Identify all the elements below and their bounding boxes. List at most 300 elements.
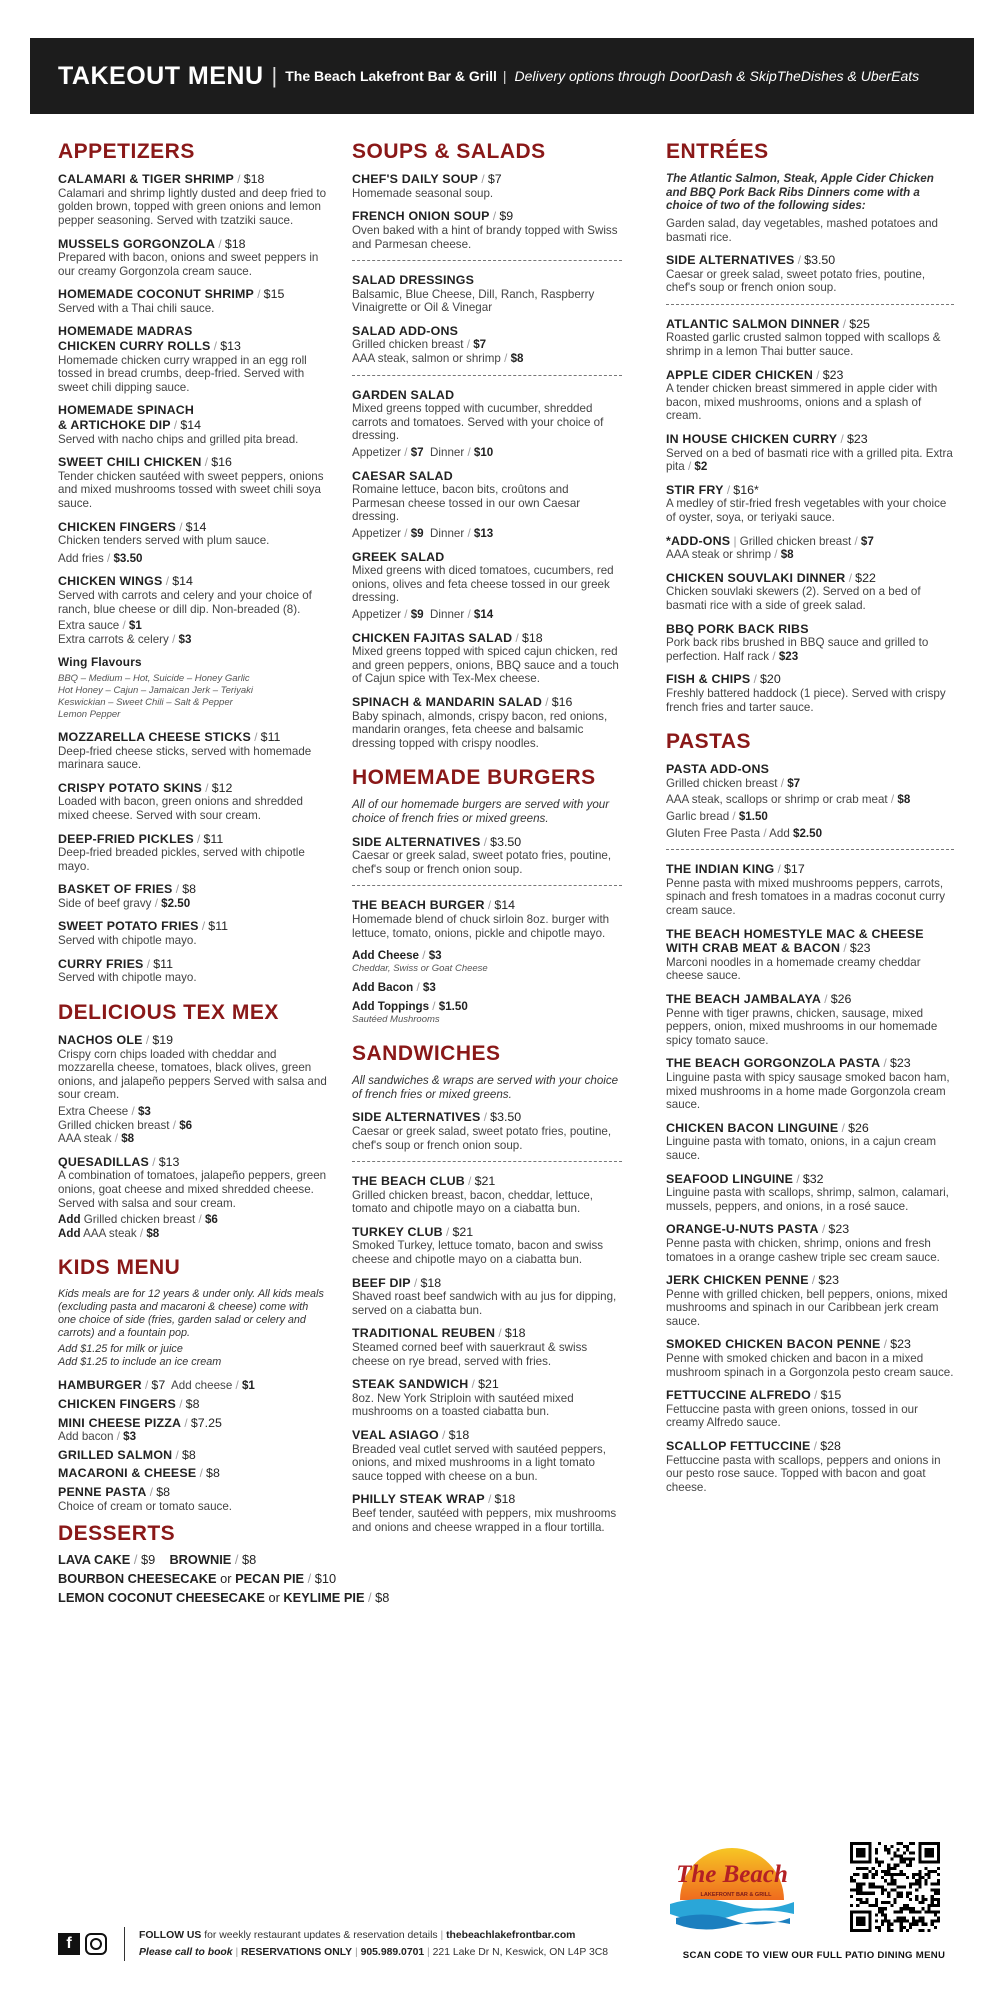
item-desc: Freshly battered haddock (1 piece). Served with crispy french fries and tarter sauce. bbox=[666, 686, 946, 714]
item-extra: Add cheese bbox=[171, 1379, 233, 1393]
item-extra: Extra sauce bbox=[58, 619, 120, 633]
size-price: $9 bbox=[410, 527, 424, 541]
item-price: $26 bbox=[830, 992, 852, 1006]
item-name: SIDE ALTERNATIVES bbox=[352, 1110, 481, 1125]
item-name: HOMEMADE SPINACH bbox=[58, 403, 195, 418]
addon-price: $1.50 bbox=[438, 1000, 468, 1014]
size-label: Appetizer bbox=[352, 446, 401, 460]
dessert-line: BOURBON CHEESECAKE or PECAN PIE / $10 bbox=[58, 1571, 337, 1587]
item-name: TURKEY CLUB bbox=[352, 1224, 443, 1239]
section-title: KIDS MENU bbox=[58, 1256, 181, 1280]
item-extra-price: $1.50 bbox=[738, 810, 768, 824]
dessert-price: $8 bbox=[241, 1552, 257, 1568]
menu-item: SCALLOP FETTUCCINE / $28 Fettuccine pasta with scallops, peppers and onions in our pesto rose sauce. Topped with bacon and goat cheese. bbox=[666, 1439, 954, 1494]
menu-item: PASTA ADD-ONS Grilled chicken breast / $7 AAA steak, scallops or shrimp or crab meat / $8 Garlic bread / $1.50 Gluten Free Pasta / Add $2.50 bbox=[666, 762, 911, 840]
item-desc: Tender chicken sautéed with sweet peppers, onions and mixed mushrooms tossed with sweet chili soya sauce. bbox=[58, 469, 324, 511]
menu-item: GREEK SALAD Mixed greens with diced tomatoes, cucumbers, red onions, olives and feta cheese tossed in our greek dressing. Appetizer / $9 Dinner / $14 bbox=[352, 550, 622, 622]
menu-item: HAMBURGER / $7 Add cheese / $1 bbox=[58, 1378, 255, 1393]
item-desc: Marconi noodles in a homemade creamy cheddar cheese sauce. bbox=[666, 955, 921, 983]
item-name: MACARONI & CHEESE bbox=[58, 1466, 197, 1481]
item-desc: Garden salad, day vegetables, mashed potatoes and basmati rice. bbox=[666, 216, 938, 244]
item-desc: Side of beef gravy bbox=[58, 896, 152, 910]
instagram-icon[interactable] bbox=[85, 1933, 107, 1955]
item-name: THE BEACH GORGONZOLA PASTA bbox=[666, 1056, 881, 1071]
item-extra-price: $3 bbox=[137, 1104, 151, 1118]
follow-label: FOLLOW US bbox=[139, 1930, 202, 1941]
item-extra-price: $7 bbox=[860, 534, 874, 548]
item-price: $14 bbox=[185, 519, 207, 534]
size-price: $10 bbox=[473, 446, 494, 460]
item-desc: Served with carrots and celery and your choice of ranch, blue cheese or dill dip. Non-breaded (8). bbox=[58, 588, 312, 616]
item-extra: AAA steak or shrimp bbox=[666, 548, 772, 562]
item-extra-price: $6 bbox=[204, 1213, 218, 1227]
item-desc: Penne with smoked chicken and bacon in a mixed mushroom spinach in a Gorgonzola pesto cream sauce. bbox=[666, 1352, 954, 1379]
address: 221 Lake Dr N, Keswick, ON L4P 3C8 bbox=[432, 1947, 609, 1958]
item-desc: Fettuccine pasta with scallops, peppers and onions in our pesto rose sauce. Topped with bacon and goat cheese. bbox=[666, 1453, 941, 1494]
item-name: CHICKEN FAJITAS SALAD bbox=[352, 630, 513, 645]
dessert-price: $9 bbox=[140, 1552, 156, 1568]
item-name: CHEF'S DAILY SOUP bbox=[352, 172, 479, 187]
item-desc: Prepared with bacon, onions and sweet peppers in our creamy Gorgonzola cream sauce. bbox=[58, 251, 319, 278]
item-name: CHICKEN BACON LINGUINE bbox=[666, 1120, 839, 1135]
item-price: $18 bbox=[224, 236, 246, 251]
menu-item: DEEP-FRIED PICKLES / $11 Deep-fried breaded pickles, served with chipotle mayo. bbox=[58, 832, 328, 874]
item-price: $12 bbox=[211, 780, 233, 795]
item-name: SEAFOOD LINGUINE bbox=[666, 1171, 794, 1186]
item-price: $17 bbox=[784, 862, 805, 877]
item-price: $11 bbox=[260, 729, 281, 744]
menu-item: TRADITIONAL REUBEN / $18 Steamed corned beef with sauerkraut & swiss cheese on rye bread, served with fries. bbox=[352, 1326, 622, 1368]
item-name: VEAL ASIAGO bbox=[352, 1428, 439, 1443]
menu-item: STEAK SANDWICH / $21 8oz. New York Striploin with sautéed mixed mushrooms on a toasted ciabatta bun. bbox=[352, 1377, 622, 1419]
item-name: SALAD DRESSINGS bbox=[352, 273, 475, 288]
item-name: CRISPY POTATO SKINS bbox=[58, 780, 203, 795]
menu-item: TURKEY CLUB / $21 Smoked Turkey, lettuce tomato, bacon and swiss cheese and chipotle mayo on a ciabatta bun. bbox=[352, 1225, 622, 1267]
dessert-price: $10 bbox=[314, 1571, 337, 1587]
menu-item: BASKET OF FRIES / $8 Side of beef gravy / $2.50 bbox=[58, 882, 197, 910]
menu-item: IN HOUSE CHICKEN CURRY / $23 Served on a bed of basmati rice with a grilled pita. Extra pita / $2 bbox=[666, 432, 953, 474]
item-price: $32 bbox=[802, 1171, 824, 1186]
item-desc: Calamari and shrimp lightly dusted and deep fried to golden brown, topped with green onions and lemon pepper seasoning. Served with tzatziki sauce. bbox=[58, 186, 327, 227]
item-extra-price: $8 bbox=[146, 1226, 160, 1240]
item-price: $9 bbox=[499, 209, 514, 224]
item-extra-price: $8 bbox=[897, 793, 911, 807]
menu-item: CAESAR SALAD Romaine lettuce, bacon bits, croûtons and Parmesan cheese tossed in our own Caesar dressing. Appetizer / $9 Dinner / $13 bbox=[352, 469, 622, 541]
qr-code[interactable] bbox=[850, 1842, 940, 1932]
item-name: BBQ PORK BACK RIBS bbox=[666, 621, 809, 636]
menu-item: MINI CHEESE PIZZA / $7.25 Add bacon / $3 bbox=[58, 1415, 222, 1444]
item-name: TRADITIONAL REUBEN bbox=[352, 1326, 496, 1341]
menu-item: CALAMARI & TIGER SHRIMP / $18 Calamari and shrimp lightly dusted and deep fried to golden brown, topped with green onions and lemon pepper seasoning. Served with tzatziki sauce. bbox=[58, 172, 327, 227]
website-link[interactable]: thebeachlakefrontbar.com bbox=[446, 1930, 576, 1941]
item-name: STEAK SANDWICH bbox=[352, 1377, 469, 1392]
dessert-line: LAVA CAKE / $9 BROWNIE / $8 bbox=[58, 1552, 257, 1568]
menu-item: QUESADILLAS / $13 A combination of tomatoes, jalapeño peppers, green onions, goat cheese and mixed shredded cheese. Served with salsa and sour cream. Add Grilled chicken breast / $6 Add AAA steak / $8 bbox=[58, 1154, 327, 1240]
logo-text: The Beach bbox=[676, 1861, 788, 1888]
kids-note-text: Kids meals are for 12 years & under only. All kids meals (excluding pasta and macaroni & cheese) come with one choice of side (fries, garden salad or celery and carrots) and a fountain pop. bbox=[58, 1288, 324, 1340]
item-desc: Served with nacho chips and grilled pita bread. bbox=[58, 432, 299, 446]
item-desc: Caesar or greek salad, sweet potato fries, poutine, chef's soup or french onion soup. bbox=[352, 849, 612, 876]
item-price: $16* bbox=[733, 482, 759, 497]
item-name: BEEF DIP bbox=[352, 1275, 411, 1290]
addon-name: Add Cheese bbox=[352, 949, 420, 963]
item-extra: Grilled chicken breast bbox=[739, 534, 852, 548]
item-desc: Penne pasta with mixed mushrooms peppers, carrots, spinach and fresh tomatoes in a madras coconut curry cream sauce. bbox=[666, 876, 946, 918]
item-price: $18 bbox=[420, 1275, 442, 1290]
item-desc: Served on a bed of basmati rice with a grilled pita. Extra pita bbox=[666, 446, 953, 474]
dessert-line: LEMON COCONUT CHEESECAKE or KEYLIME PIE / $8 bbox=[58, 1590, 390, 1606]
menu-item: SIDE ALTERNATIVES / $3.50 Caesar or greek salad, sweet potato fries, poutine, chef's soup or french onion soup. bbox=[352, 1110, 622, 1152]
menu-item: MUSSELS GORGONZOLA / $18 Prepared with bacon, onions and sweet peppers in our creamy Gorgonzola cream sauce. bbox=[58, 237, 328, 279]
menu-item: SWEET CHILI CHICKEN / $16 Tender chicken sautéed with sweet peppers, onions and mixed mushrooms tossed with sweet chili soya sauce. bbox=[58, 455, 328, 510]
item-desc: Loaded with bacon, green onions and shredded mixed cheese. Served with sour cream. bbox=[58, 795, 303, 822]
menu-item: HOMEMADE MADRAS CHICKEN CURRY ROLLS / $13 Homemade chicken curry wrapped in an egg roll tossed in bread crumbs, deep-fried. Served with sweet chili dipping sauce. bbox=[58, 324, 328, 394]
menu-item bbox=[352, 273, 622, 315]
item-desc: Caesar or greek salad, sweet potato fries, poutine, chef's soup or french onion soup. bbox=[352, 1124, 612, 1152]
item-price: $23 bbox=[818, 1273, 840, 1288]
item-extra: Garlic bread bbox=[666, 810, 730, 824]
menu-item: STIR FRY / $16* A medley of stir-fried fresh vegetables with your choice of oyster, soya, or teriyaki sauce. bbox=[666, 483, 954, 525]
item-price: $18 bbox=[243, 172, 265, 187]
burgers-note: All of our homemade burgers are served with your choice of french fries or mixed greens. bbox=[352, 798, 610, 826]
flavour-line: Lemon Pepper bbox=[58, 708, 121, 720]
kids-note bbox=[58, 1288, 328, 1369]
item-price: $21 bbox=[478, 1377, 499, 1392]
item-price: $25 bbox=[849, 316, 870, 331]
item-name: CHICKEN CURRY ROLLS bbox=[58, 339, 211, 354]
menu-item: BEEF DIP / $18 Shaved roast beef sandwich with au jus for dipping, served on a ciabatta bun. bbox=[352, 1276, 622, 1318]
menu-item: CHICKEN FINGERS / $8 bbox=[58, 1397, 200, 1412]
item-extra-price: $2.50 bbox=[161, 896, 191, 910]
wing-flavours bbox=[58, 655, 328, 721]
item-desc: Served with chipotle mayo. bbox=[58, 971, 197, 985]
flavour-line: BBQ – Medium – Hot, Suicide – Honey Garlic bbox=[58, 672, 250, 684]
item-desc: Fettuccine pasta with green onions, tossed in our creamy Alfredo sauce. bbox=[666, 1402, 918, 1430]
item-name: THE BEACH JAMBALAYA bbox=[666, 992, 822, 1006]
menu-item: Add Toppings / $1.50 Sautéed Mushrooms bbox=[352, 1000, 622, 1026]
delivery-options: Delivery options through DoorDash & SkipTheDishes & UberEats bbox=[514, 68, 920, 84]
item-desc: Shaved roast beef sandwich with au jus for dipping, served on a ciabatta bun. bbox=[352, 1290, 617, 1317]
item-name: HOMEMADE COCONUT SHRIMP bbox=[58, 287, 254, 302]
item-desc: Served with a Thai chili sauce. bbox=[58, 301, 215, 315]
column-middle bbox=[352, 140, 622, 1543]
item-name: & ARTICHOKE DIP bbox=[58, 418, 171, 433]
divider bbox=[352, 1161, 622, 1162]
item-price: $16 bbox=[551, 694, 573, 709]
item-name: *ADD-ONS bbox=[666, 533, 731, 548]
menu-item: BBQ PORK BACK RIBS Pork back ribs brushed in BBQ sauce and grilled to perfection. Half rack / $23 bbox=[666, 621, 929, 663]
item-desc: Homemade chicken curry wrapped in an egg roll tossed in bread crumbs, deep-fried. Served with sweet chili dipping sauce. bbox=[58, 353, 307, 394]
item-name: SALAD ADD-ONS bbox=[352, 323, 459, 338]
menu-item: VEAL ASIAGO / $18 Breaded veal cutlet served with sautéed peppers, onions, and mixed mushrooms in a light tomato sauce topped with cheese on a bun. bbox=[352, 1428, 622, 1483]
section-title: HOMEMADE BURGERS bbox=[352, 766, 596, 790]
menu-item: FRENCH ONION SOUP / $9 Oven baked with a hint of brandy topped with Swiss and Parmesan cheese. bbox=[352, 209, 622, 251]
menu-item: SIDE ALTERNATIVES / $3.50 Caesar or greek salad, sweet potato fries, poutine, chef's soup or french onion soup. bbox=[666, 253, 954, 295]
footer bbox=[58, 1927, 608, 1961]
item-extra: Extra Cheese bbox=[58, 1104, 129, 1118]
addon-price: $3 bbox=[422, 980, 436, 994]
item-price: $21 bbox=[452, 1224, 474, 1239]
item-price: $15 bbox=[820, 1388, 842, 1403]
item-extra-price: $2 bbox=[694, 460, 708, 474]
item-desc: Penne pasta with chicken, shrimp, onions and fresh tomatoes in a orange cashew triple sec cream sauce. bbox=[666, 1236, 940, 1264]
logo-subtext: LAKEFRONT BAR & GRILL bbox=[700, 1892, 772, 1898]
menu-item: THE BEACH CLUB / $21 Grilled chicken breast, bacon, cheddar, lettuce, tomato and chipotle mayo on a ciabatta bun. bbox=[352, 1174, 622, 1216]
desserts-list bbox=[58, 1550, 618, 1607]
menu-item: CHICKEN WINGS / $14 Served with carrots and celery and your choice of ranch, blue cheese or dill dip. Non-breaded (8). Extra sauce / $1 Extra carrots & celery / $3 bbox=[58, 574, 328, 646]
addon-sub: Cheddar, Swiss or Goat Cheese bbox=[352, 962, 488, 974]
item-desc: Mixed greens topped with cucumber, shredded carrots and tomatoes. Served with your choice of dressing. bbox=[352, 402, 604, 443]
item-desc: Breaded veal cutlet served with sautéed peppers, onions, and mixed mushrooms in a light tomato sauce topped with cheese on a bun. bbox=[352, 1442, 606, 1483]
item-price: $23 bbox=[889, 1056, 911, 1071]
item-price: $8 bbox=[156, 1485, 170, 1500]
item-desc: Add bacon bbox=[58, 1430, 114, 1444]
item-desc: Linguine pasta with scallops, shrimp, salmon, calamari, mussels, peppers, and onions, in a rosé sauce. bbox=[666, 1186, 949, 1213]
size-label: Appetizer bbox=[352, 527, 401, 541]
section-title: ENTRÉES bbox=[666, 140, 769, 163]
item-extra: Grilled chicken breast bbox=[352, 338, 464, 352]
menu-item: THE BEACH HOMESTYLE MAC & CHEESE WITH CRAB MEAT & BACON / $23 Marconi noodles in a homemade creamy cheddar cheese sauce. bbox=[666, 927, 954, 983]
item-price: $26 bbox=[848, 1120, 869, 1135]
item-desc: Romaine lettuce, bacon bits, croûtons and Parmesan cheese tossed in our own Caesar dressing. bbox=[352, 483, 581, 524]
menu-item: FETTUCCINE ALFREDO / $15 Fettuccine pasta with green onions, tossed in our creamy Alfredo sauce. bbox=[666, 1388, 954, 1430]
item-name: GARDEN SALAD bbox=[352, 387, 455, 402]
item-name: THE BEACH HOMESTYLE MAC & CHEESE WITH CRAB MEAT & BACON bbox=[666, 926, 924, 956]
item-price: $7.25 bbox=[190, 1415, 222, 1430]
restaurant-name: The Beach Lakefront Bar & Grill bbox=[285, 68, 497, 84]
item-extra-price: $7 bbox=[787, 776, 801, 790]
menu-item: CURRY FRIES / $11 Served with chipotle mayo. bbox=[58, 957, 328, 985]
call-to-book: Please call to book bbox=[139, 1947, 233, 1958]
divider bbox=[352, 375, 622, 376]
item-price: $11 bbox=[153, 956, 173, 971]
section-title: DESSERTS bbox=[58, 1522, 176, 1546]
item-name: THE BEACH CLUB bbox=[352, 1174, 465, 1189]
menu-item: ATLANTIC SALMON DINNER / $25 Roasted garlic crusted salmon topped with scallops & shrimp in a lemon Thai butter sauce. bbox=[666, 317, 954, 359]
entrees-sides bbox=[666, 217, 954, 244]
dessert-or: or bbox=[220, 1571, 232, 1587]
section-title: SANDWICHES bbox=[352, 1042, 501, 1065]
item-name: JERK CHICKEN PENNE bbox=[666, 1273, 809, 1288]
follow-text: for weekly restaurant updates & reservation details bbox=[204, 1930, 438, 1941]
divider bbox=[666, 304, 954, 305]
addon-name: Add Toppings bbox=[352, 1000, 430, 1014]
item-desc: 8oz. New York Striploin with sautéed mixed mushrooms on a toasted ciabatta bun. bbox=[352, 1391, 574, 1419]
item-price: $23 bbox=[890, 1337, 911, 1352]
item-price: $18 bbox=[504, 1326, 526, 1341]
item-price: $14 bbox=[494, 898, 516, 913]
item-name: CAESAR SALAD bbox=[352, 468, 453, 483]
item-desc: Oven baked with a hint of brandy topped with Swiss and Parmesan cheese. bbox=[352, 223, 618, 251]
item-price: $22 bbox=[855, 570, 876, 585]
item-name: GRILLED SALMON bbox=[58, 1447, 173, 1462]
item-extra: AAA steak, salmon or shrimp bbox=[352, 352, 501, 366]
item-extra-price: $3.50 bbox=[113, 551, 143, 565]
size-label: Dinner bbox=[430, 527, 465, 541]
item-name: SIDE ALTERNATIVES bbox=[666, 253, 795, 268]
item-extra-price: $8 bbox=[510, 352, 524, 366]
item-extra: Add bbox=[769, 826, 790, 840]
menu-item: Add Bacon / $3 bbox=[352, 980, 436, 994]
dessert-name: PECAN PIE bbox=[235, 1571, 305, 1587]
item-extra: Grilled chicken breast bbox=[83, 1213, 196, 1227]
menu-title: TAKEOUT MENU bbox=[58, 61, 264, 90]
divider bbox=[352, 260, 622, 261]
size-price: $13 bbox=[473, 527, 494, 541]
item-name: ATLANTIC SALMON DINNER bbox=[666, 316, 840, 331]
item-price: $21 bbox=[474, 1174, 496, 1189]
item-name: THE BEACH BURGER bbox=[352, 898, 485, 913]
flavour-line: Keswickian – Sweet Chili – Salt & Pepper bbox=[58, 696, 233, 708]
menu-item: THE BEACH GORGONZOLA PASTA / $23 Linguine pasta with spicy sausage smoked bacon ham, mixed mushrooms in a home made Gorgonzola cream sauce. bbox=[666, 1056, 954, 1111]
item-name: CHICKEN SOUVLAKI DINNER bbox=[666, 570, 846, 585]
menu-item: HOMEMADE COCONUT SHRIMP / $15 Served with a Thai chili sauce. bbox=[58, 287, 328, 315]
item-name: PASTA ADD-ONS bbox=[666, 762, 770, 777]
item-desc: Homemade seasonal soup. bbox=[352, 186, 494, 200]
item-desc: Mixed greens with diced tomatoes, cucumbers, red onions, olives and feta cheese tossed in our greek dressing. bbox=[352, 564, 614, 605]
sandwiches-note: All sandwiches & wraps are served with your choice of french fries or mixed greens. bbox=[352, 1074, 619, 1101]
item-price: $3.50 bbox=[804, 253, 836, 268]
section-title: PASTAS bbox=[666, 730, 752, 754]
item-price: $3.50 bbox=[490, 834, 522, 849]
size-label: Dinner bbox=[430, 446, 465, 460]
item-name: THE INDIAN KING bbox=[666, 862, 775, 877]
item-desc: Linguine pasta with tomato, onions, in a cajun cream sauce. bbox=[666, 1135, 937, 1162]
item-price: $3.50 bbox=[490, 1110, 522, 1125]
item-price: $19 bbox=[152, 1033, 173, 1047]
beach-logo bbox=[666, 1838, 798, 1930]
size-label: Appetizer bbox=[352, 607, 401, 621]
menu-item: FISH & CHIPS / $20 Freshly battered haddock (1 piece). Served with crispy french fries and tarter sauce. bbox=[666, 672, 954, 714]
menu-item: CHICKEN FINGERS / $14 Chicken tenders served with plum sauce. Add fries / $3.50 bbox=[58, 520, 328, 566]
menu-item: THE INDIAN KING / $17 Penne pasta with mixed mushrooms peppers, carrots, spinach and fresh tomatoes in a madras coconut curry cream sauce. bbox=[666, 862, 954, 917]
item-name: APPLE CIDER CHICKEN bbox=[666, 367, 813, 382]
menu-item: HOMEMADE SPINACH & ARTICHOKE DIP / $14 Served with nacho chips and grilled pita bread. bbox=[58, 403, 328, 446]
divider bbox=[352, 885, 622, 886]
item-name: FISH & CHIPS bbox=[666, 672, 751, 687]
item-extra: AAA steak, scallops or shrimp or crab meat bbox=[666, 793, 888, 807]
menu-item: MACARONI & CHEESE / $8 bbox=[58, 1466, 220, 1481]
item-name: CHICKEN FINGERS bbox=[58, 519, 176, 534]
item-desc: Pork back ribs brushed in BBQ sauce and grilled to perfection. Half rack bbox=[666, 636, 929, 663]
item-price: $28 bbox=[820, 1439, 841, 1454]
item-extra: Grilled chicken breast bbox=[666, 776, 778, 790]
item-desc: Crispy corn chips loaded with cheddar and mozzarella cheese, tomatoes, black olives, green onions, and jalapeño peppers Served with salsa and sour cream. bbox=[58, 1047, 327, 1102]
dessert-or: or bbox=[268, 1590, 280, 1606]
header-banner bbox=[30, 38, 974, 114]
item-desc: A tender chicken breast simmered in apple cider with bacon, mixed mushrooms, onions and a splash of cream. bbox=[666, 382, 938, 423]
item-desc: Choice of cream or tomato sauce. bbox=[58, 1499, 232, 1513]
menu-item: CHICKEN BACON LINGUINE / $26 Linguine pasta with tomato, onions, in a cajun cream sauce. bbox=[666, 1121, 954, 1163]
dessert-name: LAVA CAKE bbox=[58, 1552, 131, 1568]
item-price: $14 bbox=[180, 418, 202, 433]
item-price: $23 bbox=[846, 432, 868, 447]
menu-item: ORANGE-U-NUTS PASTA / $23 Penne pasta with chicken, shrimp, onions and fresh tomatoes in a orange cashew triple sec cream sauce. bbox=[666, 1222, 954, 1264]
item-desc: Grilled chicken breast, bacon, cheddar, lettuce, tomato and chipotle mayo on a ciabatta bun. bbox=[352, 1188, 594, 1216]
menu-item: SPINACH & MANDARIN SALAD / $16 Baby spinach, almonds, crispy bacon, red onions, mandarin oranges, feta cheese and balsamic dressing topped with crispy noodles. bbox=[352, 695, 622, 750]
menu-item: CHEF'S DAILY SOUP / $7 Homemade seasonal soup. bbox=[352, 172, 622, 200]
item-extra: AAA steak bbox=[58, 1132, 112, 1146]
entrees-note: The Atlantic Salmon, Steak, Apple Cider Chicken and BBQ Pork Back Ribs Dinners come with a choice of two of the following sides: bbox=[666, 172, 934, 213]
item-name: SIDE ALTERNATIVES bbox=[352, 834, 481, 849]
item-name: DEEP-FRIED PICKLES bbox=[58, 831, 194, 846]
item-name: IN HOUSE CHICKEN CURRY bbox=[666, 432, 838, 447]
item-desc: Homemade blend of chuck sirloin 8oz. burger with lettuce, tomato, onions, pickle and chipotle mayo. bbox=[352, 913, 610, 940]
scan-caption: SCAN CODE TO VIEW OUR FULL PATIO DINING MENU bbox=[682, 1950, 946, 1961]
item-name: MUSSELS GORGONZOLA bbox=[58, 236, 216, 251]
item-name: BASKET OF FRIES bbox=[58, 882, 173, 897]
item-price: $18 bbox=[521, 630, 543, 645]
footer-divider bbox=[124, 1927, 125, 1961]
item-price: $8 bbox=[206, 1466, 220, 1481]
phone-number[interactable]: 905.989.0701 bbox=[360, 1947, 425, 1958]
item-extra-price: $6 bbox=[179, 1118, 193, 1132]
item-name: GREEK SALAD bbox=[352, 549, 445, 564]
menu-item: PENNE PASTA / $8 Choice of cream or tomato sauce. bbox=[58, 1485, 328, 1513]
item-name: SWEET POTATO FRIES bbox=[58, 919, 199, 934]
item-price: $16 bbox=[211, 455, 232, 470]
item-name: PENNE PASTA bbox=[58, 1485, 147, 1500]
item-name: MOZZARELLA CHEESE STICKS bbox=[58, 729, 251, 744]
item-extra-price: $7 bbox=[473, 338, 487, 352]
header-divider: | bbox=[502, 68, 507, 84]
menu-item: Add Cheese / $3 Cheddar, Swiss or Goat Cheese bbox=[352, 949, 622, 975]
item-extra: AAA steak bbox=[83, 1226, 137, 1240]
item-price: $13 bbox=[220, 339, 241, 354]
item-extra-price: $1 bbox=[241, 1379, 255, 1393]
item-desc: A medley of stir-fried fresh vegetables with your choice of oyster, soya, or teriyaki sauce. bbox=[666, 497, 947, 525]
kids-note-icecream: Add $1.25 to include an ice cream bbox=[58, 1356, 222, 1369]
menu-item: THE BEACH JAMBALAYA / $26 Penne with tiger prawns, chicken, sausage, mixed peppers, onion, mixed mushrooms in our homemade spicy tomato sauce. bbox=[666, 992, 954, 1047]
dessert-name: KEYLIME PIE bbox=[283, 1590, 365, 1606]
item-name: SWEET CHILI CHICKEN bbox=[58, 455, 202, 470]
item-extra-price: $2.50 bbox=[793, 826, 823, 840]
item-extra: Extra carrots & celery bbox=[58, 632, 169, 646]
item-price: $20 bbox=[760, 672, 781, 687]
item-extra: Grilled chicken breast bbox=[58, 1118, 170, 1132]
item-name: CHICKEN FINGERS bbox=[58, 1397, 176, 1412]
header-divider: | bbox=[271, 63, 278, 88]
item-desc: Chicken souvlaki skewers (2). Served on a bed of basmati rice with a side of greek salad. bbox=[666, 585, 921, 612]
menu-item: CRISPY POTATO SKINS / $12 Loaded with bacon, green onions and shredded mixed cheese. Served with sour cream. bbox=[58, 781, 328, 823]
reservations-label: RESERVATIONS ONLY bbox=[241, 1947, 353, 1958]
item-price: $11 bbox=[203, 831, 224, 846]
menu-item: CHICKEN SOUVLAKI DINNER / $22 Chicken souvlaki skewers (2). Served on a bed of basmati rice with a side of greek salad. bbox=[666, 571, 954, 613]
item-price: $8 bbox=[185, 1397, 200, 1412]
item-extra-price: $23 bbox=[778, 649, 799, 663]
addon-price: $3 bbox=[428, 949, 442, 963]
item-price: $7 bbox=[151, 1378, 166, 1393]
menu-item: CHICKEN FAJITAS SALAD / $18 Mixed greens topped with spiced cajun chicken, red and green peppers, onions, BBQ sauce and a touch of Cajun spice with Tex-Mex cheese. bbox=[352, 631, 622, 686]
item-name: HAMBURGER bbox=[58, 1378, 142, 1393]
item-name: QUESADILLAS bbox=[58, 1154, 150, 1169]
item-price: $18 bbox=[494, 1492, 516, 1507]
item-desc: Linguine pasta with spicy sausage smoked bacon ham, mixed mushrooms in a home made Gorgonzola cream sauce. bbox=[666, 1070, 950, 1112]
item-price: $18 bbox=[448, 1428, 470, 1443]
item-name: SCALLOP FETTUCCINE bbox=[666, 1439, 811, 1454]
item-extra-price: $1 bbox=[128, 619, 142, 633]
item-price: $8 bbox=[182, 882, 197, 897]
size-price: $9 bbox=[410, 607, 424, 621]
facebook-icon[interactable]: f bbox=[58, 1933, 80, 1955]
kids-note-milk: Add $1.25 for milk or juice bbox=[58, 1343, 183, 1356]
item-desc: Baby spinach, almonds, crispy bacon, red onions, mandarin oranges, feta cheese and balsamic dressing topped with crispy noodles. bbox=[352, 709, 608, 750]
item-name: FRENCH ONION SOUP bbox=[352, 209, 490, 224]
add-label: Add bbox=[58, 1213, 81, 1227]
column-right bbox=[666, 140, 954, 1503]
item-desc: Balsamic, Blue Cheese, Dill, Ranch, Raspberry Vinaigrette or Oil & Vinegar bbox=[352, 287, 595, 315]
addon-name: Add Bacon bbox=[352, 980, 414, 994]
